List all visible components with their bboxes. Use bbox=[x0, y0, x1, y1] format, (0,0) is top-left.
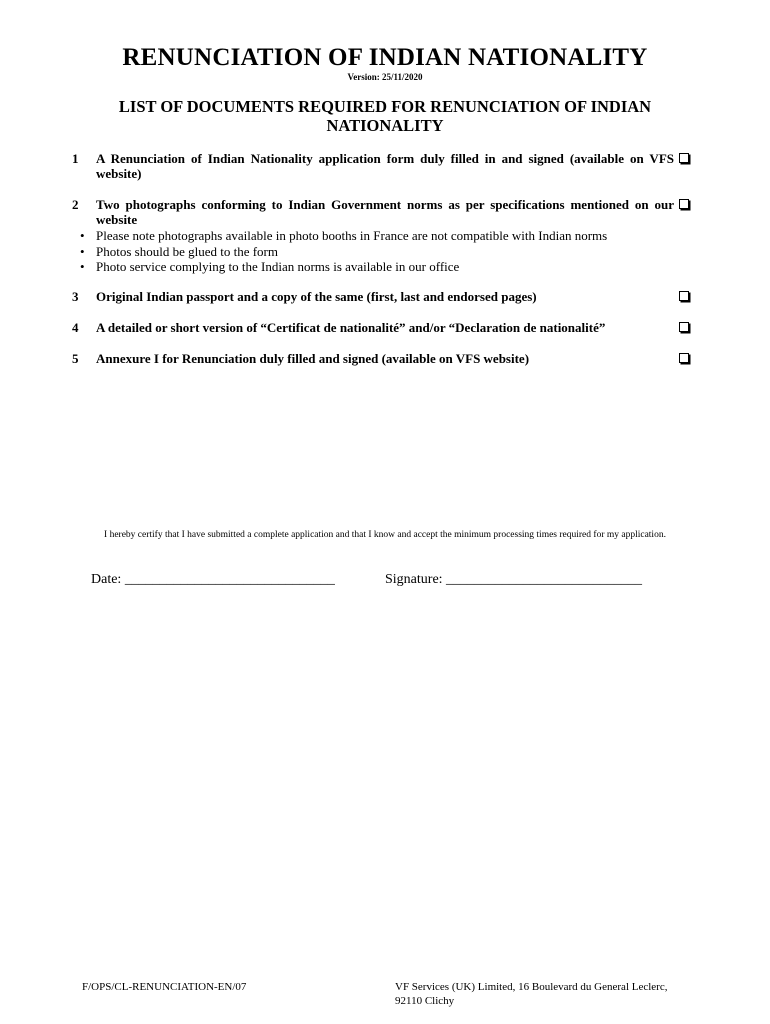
certification-statement: I hereby certify that I have submitted a complete application and that I know and accept the minimum processing times required for my application. bbox=[104, 530, 666, 540]
item-text: A detailed or short version of “Certificat de nationalité” and/or “Declaration de nationalité” bbox=[96, 320, 606, 335]
item-text: Original Indian passport and a copy of the same (first, last and endorsed pages) bbox=[96, 289, 537, 304]
bullet-icon: • bbox=[80, 259, 85, 274]
version-label: Version: 25/11/2020 bbox=[347, 72, 423, 82]
checkbox-icon[interactable] bbox=[679, 199, 689, 209]
checkbox-icon[interactable] bbox=[679, 291, 689, 301]
list-item bbox=[80, 244, 607, 260]
photo-notes-list bbox=[80, 228, 607, 275]
bullet-text: Please note photographs available in photo booths in France are not compatible with Indian norms bbox=[96, 228, 608, 243]
item-number: 5 bbox=[72, 351, 79, 366]
checkbox-icon[interactable] bbox=[679, 322, 689, 332]
bullet-text: Photo service complying to the Indian norms is available in our office bbox=[96, 259, 460, 274]
date-field[interactable]: Date: ______________________________ bbox=[91, 572, 335, 587]
document-list-heading: LIST OF DOCUMENTS REQUIRED FOR RENUNCIATION OF INDIAN NATIONALITY bbox=[118, 97, 652, 135]
bullet-icon: • bbox=[80, 228, 85, 243]
list-item bbox=[80, 259, 607, 275]
checkbox-icon[interactable] bbox=[679, 353, 689, 363]
item-number: 4 bbox=[72, 320, 79, 335]
item-number: 2 bbox=[72, 197, 79, 212]
item-number: 1 bbox=[72, 151, 79, 166]
signature-field[interactable]: Signature: ____________________________ bbox=[385, 572, 643, 587]
form-code: F/OPS/CL-RENUNCIATION-EN/07 bbox=[82, 981, 247, 993]
bullet-text: Photos should be glued to the form bbox=[96, 243, 278, 259]
page-title: RENUNCIATION OF INDIAN NATIONALITY bbox=[122, 44, 648, 71]
checkbox-icon[interactable] bbox=[679, 153, 689, 163]
item-number: 3 bbox=[72, 289, 79, 304]
item-text: A Renunciation of Indian Nationality application form duly filled in and signed (available on VFS website) bbox=[96, 151, 674, 181]
company-address: VF Services (UK) Limited, 16 Boulevard du General Leclerc, 92110 Clichy bbox=[395, 981, 668, 1007]
list-item bbox=[80, 228, 607, 244]
item-text: Two photographs conforming to Indian Government norms as per specifications mentioned on our website bbox=[96, 197, 674, 227]
item-text: Annexure I for Renunciation duly filled and signed (available on VFS website) bbox=[96, 351, 530, 366]
bullet-icon: • bbox=[80, 243, 85, 259]
